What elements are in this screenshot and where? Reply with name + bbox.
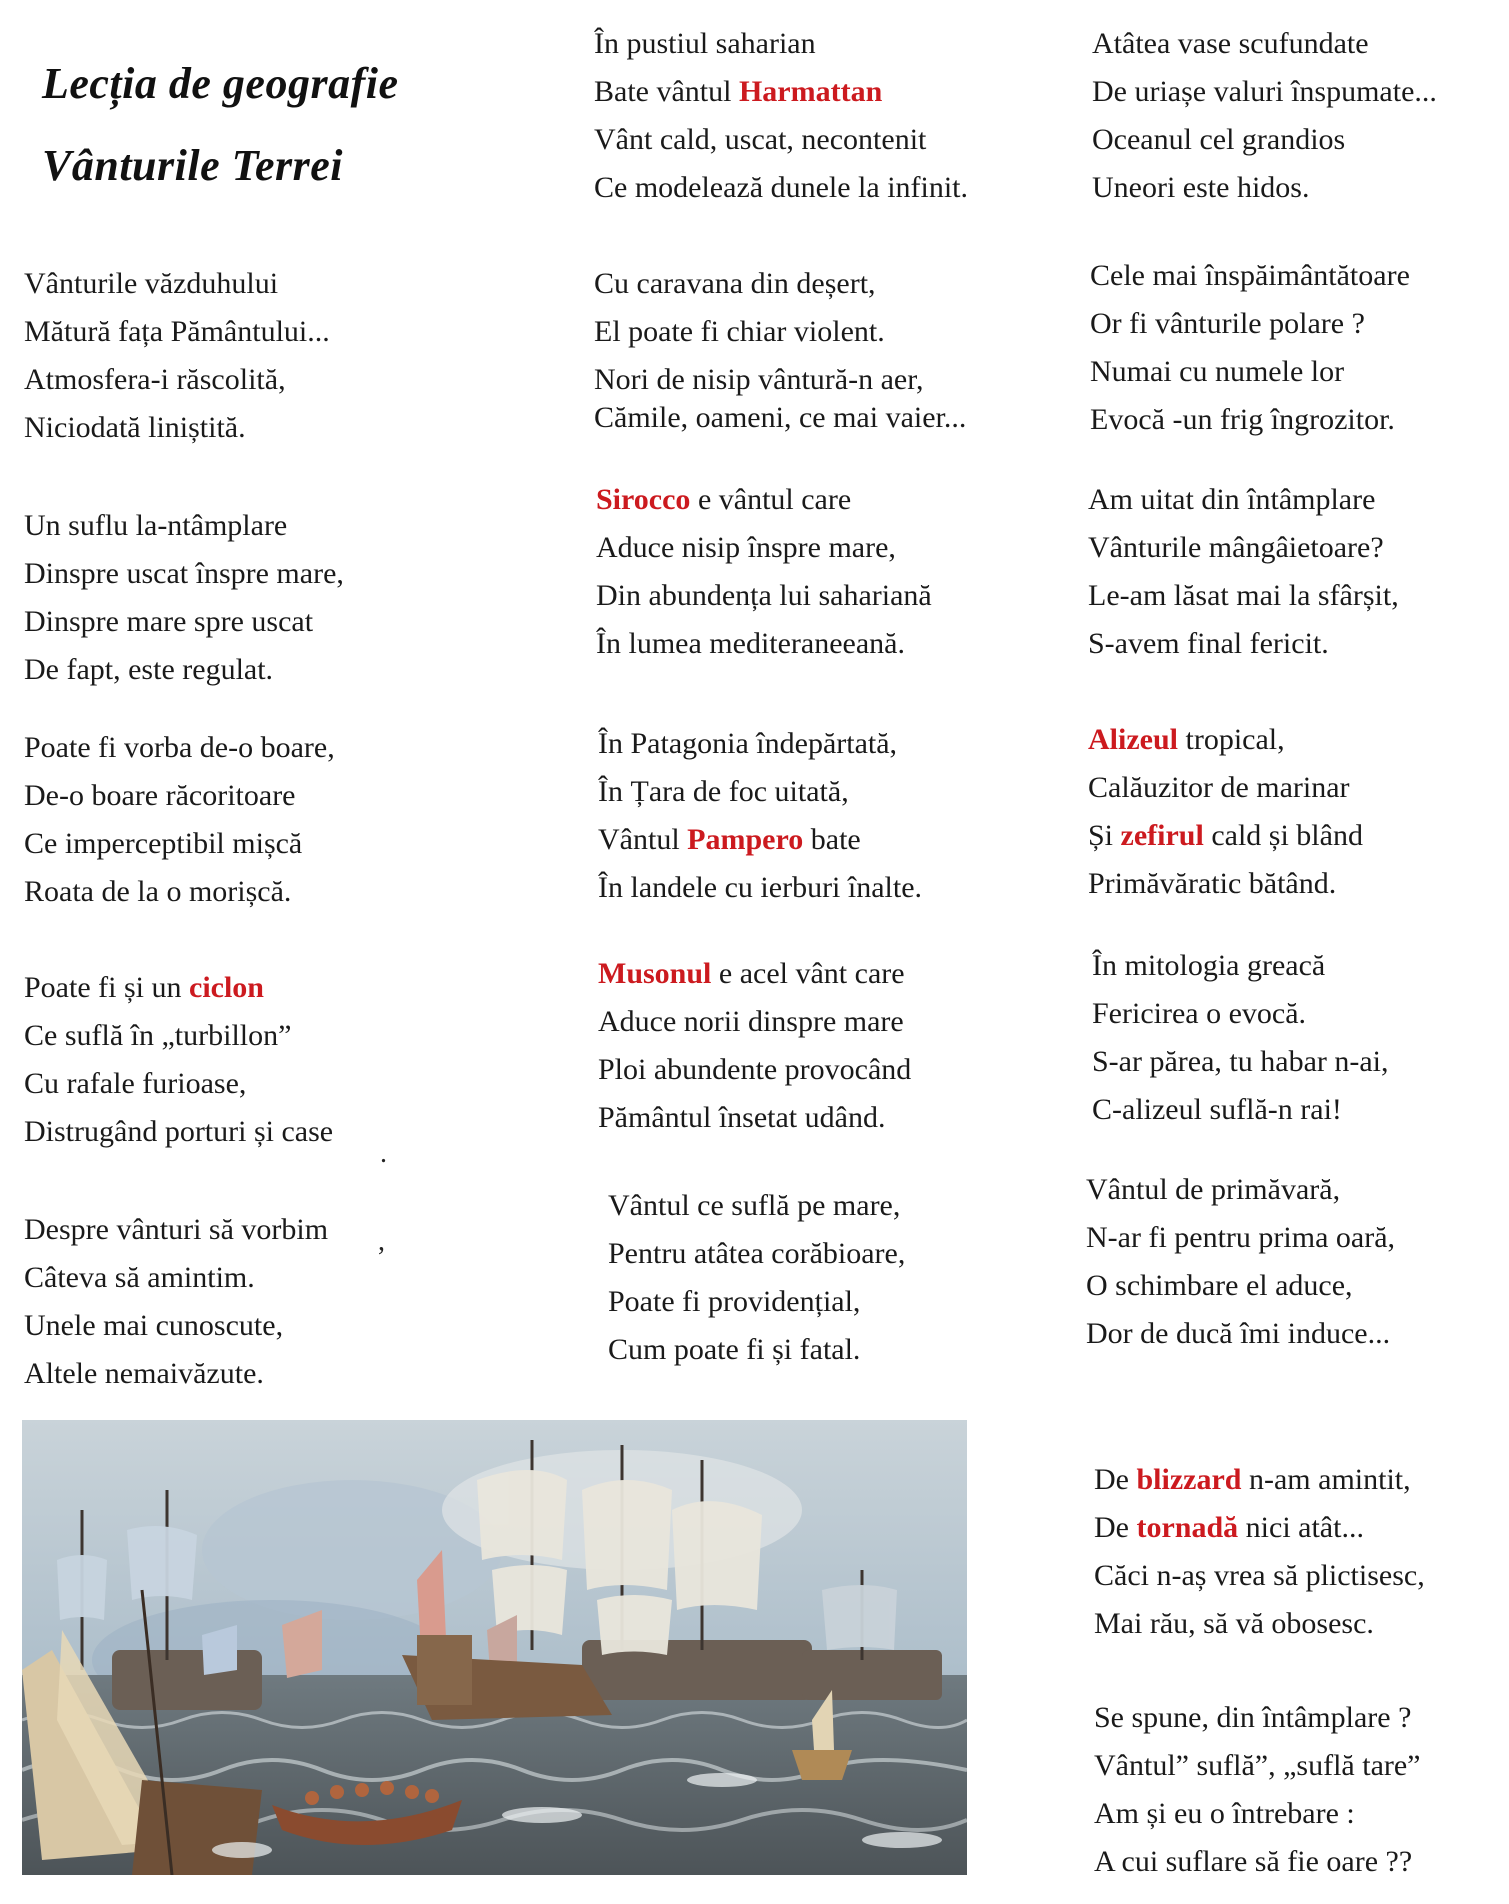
verse-line: El poate fi chiar violent. — [594, 315, 885, 348]
verse-line: Dinspre mare spre uscat — [24, 605, 314, 638]
verse-line — [24, 964, 333, 1012]
verse-line: S-avem final fericit. — [1088, 627, 1329, 660]
verse-line: Evocă -un frig îngrozitor. — [1090, 403, 1395, 436]
verse-text: e acel vânt care — [711, 957, 905, 990]
verse-line: Ce suflă în „turbillon” — [24, 1019, 292, 1052]
poem-title: Lecția de geografie — [42, 59, 399, 108]
verse-line — [598, 816, 922, 864]
wind-name-harmattan: Harmattan — [738, 75, 883, 108]
verse-line: Se spune, din întâmplare ? — [1094, 1701, 1412, 1734]
verse-line: În mitologia greacă — [1092, 949, 1326, 982]
verse-line — [594, 68, 968, 116]
verse-line: Uneori este hidos. — [1092, 171, 1310, 204]
verse-line: Dor de ducă îmi induce... — [1086, 1317, 1391, 1350]
verse-text: cald și blând — [1203, 819, 1363, 852]
verse-line: Vânturile mângâietoare? — [1088, 531, 1384, 564]
wind-name-ciclon: ciclon — [189, 971, 264, 1004]
verse-line: Câteva să amintim. — [24, 1261, 255, 1294]
verse-line: Poate fi providențial, — [608, 1285, 861, 1318]
verse-line: Atmosfera-i răscolită, — [24, 363, 286, 396]
verse-line: Cum poate fi și fatal. — [608, 1333, 861, 1366]
stanza-col3-2 — [1090, 252, 1410, 444]
stanza-col1-1 — [24, 260, 330, 452]
verse-line: Dinspre uscat înspre mare, — [24, 557, 344, 590]
stanza-col2-5 — [598, 950, 911, 1142]
verse-line: Mătură fața Pământului... — [24, 315, 330, 348]
verse-text: n-am amintit, — [1241, 1463, 1411, 1496]
stanza-col1-3 — [24, 724, 335, 916]
stanza-col3-1 — [1092, 20, 1437, 212]
stanza-col3-8 — [1094, 1694, 1421, 1886]
verse-line: În Țara de foc uitată, — [598, 775, 849, 808]
stanza-col2-1 — [594, 20, 968, 212]
verse-line: Primăvăratic bătând. — [1088, 867, 1337, 900]
verse-line: În pustiul saharian — [594, 27, 816, 60]
wind-name-zefirul: zefirul — [1120, 819, 1204, 852]
verse-line — [1094, 1504, 1425, 1552]
verse-line: Oceanul cel grandios — [1092, 123, 1346, 156]
verse-line — [1088, 716, 1363, 764]
verse-line — [1094, 1456, 1425, 1504]
verse-line: Aduce norii dinspre mare — [598, 1005, 904, 1038]
verse-line: Unele mai cunoscute, — [24, 1309, 284, 1342]
stanza-col3-7 — [1094, 1456, 1425, 1648]
stanza-col1-5 — [24, 1206, 328, 1398]
verse-line: Vântul” suflă”, „suflă tare” — [1094, 1749, 1421, 1782]
verse-line: Cămile, oameni, ce mai vaier... — [594, 401, 967, 434]
verse-line: Vânturile văzduhului — [24, 267, 279, 300]
verse-line: Ploi abundente provocând — [598, 1053, 912, 1086]
verse-line: De uriașe valuri înspumate... — [1092, 75, 1437, 108]
verse-line: De fapt, este regulat. — [24, 653, 274, 686]
verse-line: Vânt cald, uscat, necontenit — [594, 123, 927, 156]
verse-text: Vântul — [598, 823, 688, 856]
verse-line: C-alizeul suflă-n rai! — [1092, 1093, 1342, 1126]
wind-name-blizzard: blizzard — [1136, 1463, 1242, 1496]
stanza-col2-6 — [608, 1182, 905, 1374]
verse-line: Despre vânturi să vorbim — [24, 1213, 329, 1246]
verse-line: Căci n-aș vrea să plictisesc, — [1094, 1559, 1425, 1592]
stanza-col2-2 — [594, 260, 966, 442]
verse-line: Pământul însetat udând. — [598, 1101, 886, 1134]
verse-line: Cu rafale furioase, — [24, 1067, 247, 1100]
verse-line: Mai rău, să vă obosesc. — [1094, 1607, 1374, 1640]
verse-line: Calăuzitor de marinar — [1088, 771, 1350, 804]
ships-illustration-icon — [22, 1420, 967, 1875]
sailing-ships-painting — [22, 1420, 967, 1875]
verse-line: Poate fi vorba de-o boare, — [24, 731, 335, 764]
stanza-col2-4 — [598, 720, 922, 912]
verse-line: Roata de la o morișcă. — [24, 875, 292, 908]
verse-text: bate — [803, 823, 861, 856]
verse-line: Niciodată liniștită. — [24, 411, 246, 444]
verse-line: Fericirea o evocă. — [1092, 997, 1307, 1030]
verse-text: tropical, — [1178, 723, 1285, 756]
stanza-col3-6 — [1086, 1166, 1395, 1358]
verse-line: Le-am lăsat mai la sfârșit, — [1088, 579, 1399, 612]
verse-text: De — [1094, 1463, 1137, 1496]
verse-line: În landele cu ierburi înalte. — [598, 871, 923, 904]
verse-line: Vântul de primăvară, — [1086, 1173, 1341, 1206]
verse-line: S-ar părea, tu habar n-ai, — [1092, 1045, 1389, 1078]
verse-line: În Patagonia îndepărtată, — [598, 727, 898, 760]
verse-line: N-ar fi pentru prima oară, — [1086, 1221, 1396, 1254]
verse-line: Am și eu o întrebare : — [1094, 1797, 1355, 1830]
stanza-col3-4 — [1088, 716, 1363, 908]
stanza-col3-3 — [1088, 476, 1399, 668]
verse-text: Poate fi și un — [24, 971, 189, 1004]
verse-line: O schimbare el aduce, — [1086, 1269, 1353, 1302]
verse-text: Și — [1088, 819, 1121, 852]
stanza-col1-4 — [24, 964, 333, 1156]
verse-line: Din abundența lui sahariană — [596, 579, 932, 612]
verse-line: Atâtea vase scufundate — [1092, 27, 1369, 60]
verse-line: Distrugând porturi și case — [24, 1115, 334, 1148]
verse-line: Ce modelează dunele la infinit. — [594, 171, 969, 204]
verse-line: Aduce nisip înspre mare, — [596, 531, 896, 564]
wind-name-sirocco: Sirocco — [596, 483, 691, 516]
verse-line: Am uitat din întâmplare — [1088, 483, 1376, 516]
wind-name-alizeul: Alizeul — [1088, 723, 1178, 756]
verse-line: Vântul ce suflă pe mare, — [608, 1189, 901, 1222]
wind-name-tornada: tornadă — [1136, 1511, 1239, 1544]
verse-text: Bate vântul — [594, 75, 739, 108]
verse-text: e vântul care — [690, 483, 852, 516]
verse-line: Ce imperceptibil mișcă — [24, 827, 303, 860]
verse-line — [596, 476, 932, 524]
stanza-col1-2 — [24, 502, 344, 694]
verse-line: Pentru atâtea corăbioare, — [608, 1237, 906, 1270]
verse-text: De — [1094, 1511, 1137, 1544]
verse-line: Nori de nisip vântură-n aer, — [594, 363, 924, 396]
verse-line: Un suflu la-ntâmplare — [24, 509, 288, 542]
verse-line: Altele nemaivăzute. — [24, 1357, 264, 1390]
verse-text: nici atât... — [1238, 1511, 1364, 1544]
stray-mark: , — [378, 1226, 385, 1257]
wind-name-musonul: Musonul — [598, 957, 712, 990]
verse-line: Cele mai înspăimântătoare — [1090, 259, 1410, 292]
verse-line — [1088, 812, 1363, 860]
stanza-col3-5 — [1092, 942, 1389, 1134]
verse-line: În lumea mediteraneeană. — [596, 627, 905, 660]
verse-line: De-o boare răcoritoare — [24, 779, 296, 812]
verse-line: Cu caravana din deșert, — [594, 267, 876, 300]
wind-name-pampero: Pampero — [687, 823, 804, 856]
stray-mark: . — [380, 1138, 387, 1169]
poem-subtitle: Vânturile Terrei — [42, 141, 343, 190]
stanza-col2-3 — [596, 476, 932, 668]
verse-line — [598, 950, 911, 998]
verse-line: A cui suflare să fie oare ?? — [1094, 1845, 1413, 1878]
verse-line: Numai cu numele lor — [1090, 355, 1345, 388]
verse-line: Or fi vânturile polare ? — [1090, 307, 1365, 340]
